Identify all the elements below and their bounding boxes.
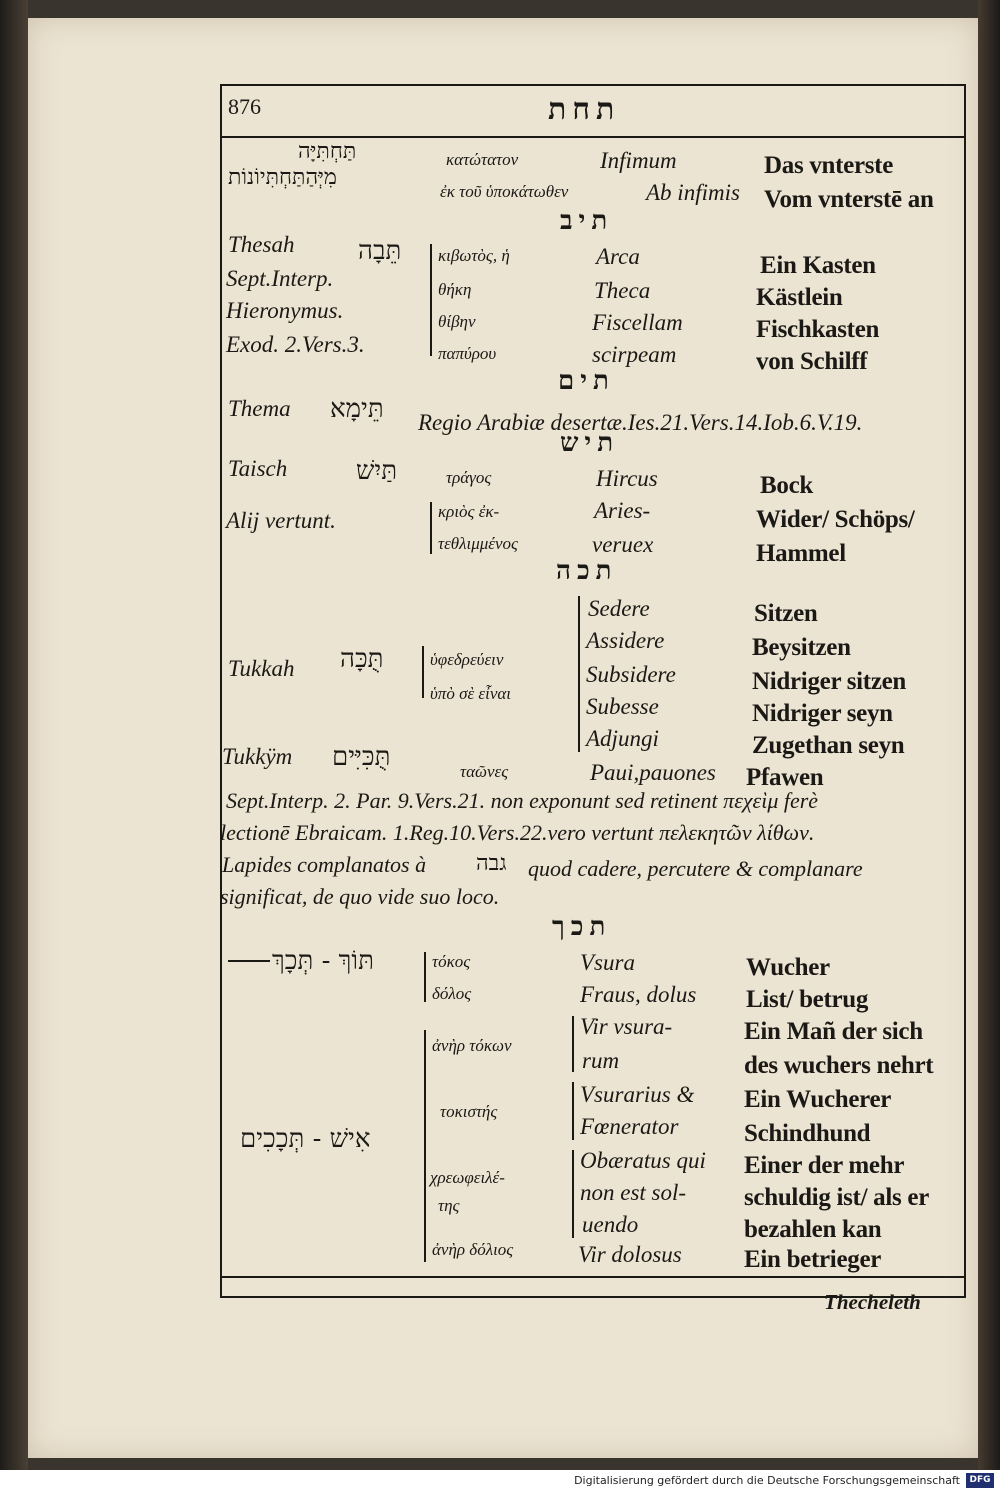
latin-term: Assidere [586,628,665,653]
definition-text: Regio Arabiæ desertæ.Ies.21.Vers.14.Iob.6.V.19. [418,410,863,435]
latin-term: Arca [596,244,640,269]
german-term: Zugethan seyn [752,732,905,759]
german-term: Einer der mehr [744,1152,905,1179]
greek-term: κιβωτὸς, ἡ [438,246,510,265]
hebrew-entry: אִישׁ - תְּכָכִים [240,1124,371,1154]
greek-term: ἀνὴρ τόκων [432,1036,512,1055]
german-term: Vom vnterstē an [764,186,934,213]
greek-term: ἀνὴρ δόλιος [432,1240,514,1259]
section-heading: תכה [556,556,618,586]
german-term: Beysitzen [752,634,851,661]
greek-term: τράγος [446,468,492,487]
greek-term: ὑπὸ σὲ εἶναι [430,684,512,703]
latin-term: Aries- [594,498,651,523]
german-term: Wucher [746,954,830,981]
latin-term: Subsidere [586,662,676,687]
latin-term: Ab infimis [646,180,740,205]
entry-label: Taisch [228,456,288,481]
note-line: Sept.Interp. 2. Par. 9.Vers.21. non exponunt sed retinent πεχεὶμ ferè [226,788,819,813]
entry-label: Thema [228,396,291,421]
german-term: Kästlein [756,284,843,311]
greek-term: παπύρου [438,344,497,363]
hebrew-inline: גבה [476,851,507,876]
german-term: Hammel [756,540,846,567]
latin-term: scirpeam [592,342,677,367]
dfg-logo: DFG [966,1473,994,1488]
brace-line [572,1016,574,1072]
entry-label: Exod. 2.Vers.3. [226,332,365,357]
note-line: Lapides complanatos à [222,852,427,877]
latin-term: Adjungi [586,726,659,751]
greek-term: θίβην [438,312,476,331]
credit-bar [0,1470,1000,1492]
latin-term: non est sol- [580,1180,687,1205]
book-spine [0,0,28,1470]
latin-term: Sedere [588,596,650,621]
german-term: Fischkasten [756,316,880,343]
greek-term: τόκος [432,952,471,971]
latin-term: Vsurarius & [580,1082,695,1107]
latin-term: rum [582,1048,620,1073]
greek-term: τεθλιμμένος [438,534,518,553]
latin-term: veruex [592,532,654,557]
hebrew-entry: תֻּכִּיִּים [332,742,391,772]
german-term: Sitzen [754,600,818,627]
hebrew-entry: תַּיִשׁ [356,456,398,486]
entry-label: Hieronymus. [226,298,344,323]
note-line: quod cadere, percutere & complanare [528,856,863,881]
greek-term: δόλος [432,984,472,1003]
german-term: Ein Kasten [760,252,876,279]
latin-term: Fœnerator [580,1114,679,1139]
latin-term: Fiscellam [592,310,683,335]
dash-rule [228,960,270,962]
brace-line [578,596,580,752]
page-number: 876 [228,94,261,119]
running-head: תחת [548,92,621,127]
greek-term: κριὸς ἐκ- [438,502,500,521]
hebrew-entry: תֻּכָּה [340,644,384,674]
note-line: significat, de quo vide suo loco. [220,884,500,909]
latin-term: Theca [594,278,651,303]
brace-line [424,952,426,1002]
german-term: von Schilff [756,348,868,375]
entry-label: Tukkÿm [222,744,293,769]
hebrew-entry: מִיְּהַתַּחְתִּיוֹנוֹת [228,165,337,190]
credit-text: Digitalisierung gefördert durch die Deutsche Forschungsgemeinschaft [574,1474,960,1487]
greek-term: θήκη [438,280,472,299]
latin-term: Vir vsura- [580,1014,673,1039]
german-term: bezahlen kan [744,1216,882,1243]
hebrew-entry: תֵּבָה [358,236,402,266]
german-term: Bock [760,472,813,499]
page-edge [978,0,1000,1470]
german-term: Ein betrieger [744,1246,882,1273]
brace-line [424,1030,426,1262]
latin-term: Subesse [586,694,659,719]
greek-term: κατώτατον [446,150,519,169]
german-term: Ein Mañ der sich [744,1018,923,1045]
hebrew-entry: תּוֹךְ - תְּכָךְ [272,946,374,976]
greek-term: χρεωφειλέ- [430,1168,505,1187]
brace-line [572,1150,574,1238]
german-term: Ein Wucherer [744,1086,892,1113]
greek-term: τοκιστής [440,1102,498,1121]
entry-label: Alij vertunt. [226,508,336,533]
latin-term: Vsura [580,950,635,975]
german-term: Nidriger seyn [752,700,893,727]
latin-term: uendo [582,1212,639,1237]
german-term: Das vnterste [764,152,894,179]
catchword: Thecheleth [824,1290,921,1314]
brace-line [422,646,424,698]
german-term: Schindhund [744,1120,871,1147]
brace-line [430,244,432,356]
greek-term: της [438,1196,460,1215]
section-heading: תיש [560,428,620,458]
german-term: des wuchers nehrt [744,1052,934,1079]
brace-line [430,502,432,554]
greek-term: ἐκ τοῦ ὑποκάτωθεν [440,182,569,201]
german-term: List/ betrug [746,986,869,1013]
latin-term: Obæratus qui [580,1148,706,1173]
entry-label: Thesah [228,232,295,257]
latin-term: Paui,pauones [590,760,716,785]
german-term: Wider/ Schöps/ [756,506,915,533]
latin-term: Fraus, dolus [580,982,697,1007]
latin-term: Infimum [600,148,677,173]
entry-label: Tukkah [228,656,295,681]
section-heading: תיב [560,206,614,236]
hebrew-entry: תֵּימָא [330,394,384,424]
latin-term: Vir dolosus [578,1242,682,1267]
entry-label: Sept.Interp. [226,266,334,291]
bottom-rule [220,1276,964,1278]
german-term: Nidriger sitzen [752,668,907,695]
latin-term: Hircus [596,466,658,491]
german-term: schuldig ist/ als er [744,1184,929,1211]
hebrew-entry: תַּחְתִּיָּה [298,139,357,164]
greek-term: ταῶνες [460,762,509,781]
section-heading: תכך [552,912,612,942]
german-term: Pfawen [746,764,824,791]
section-heading: תים [558,366,615,396]
brace-line [572,1082,574,1140]
note-line: lectionē Ebraicam. 1.Reg.10.Vers.22.vero vertunt πελεκητῶν λίθων. [220,820,815,845]
greek-term: ὑφεδρεύειν [430,650,504,669]
